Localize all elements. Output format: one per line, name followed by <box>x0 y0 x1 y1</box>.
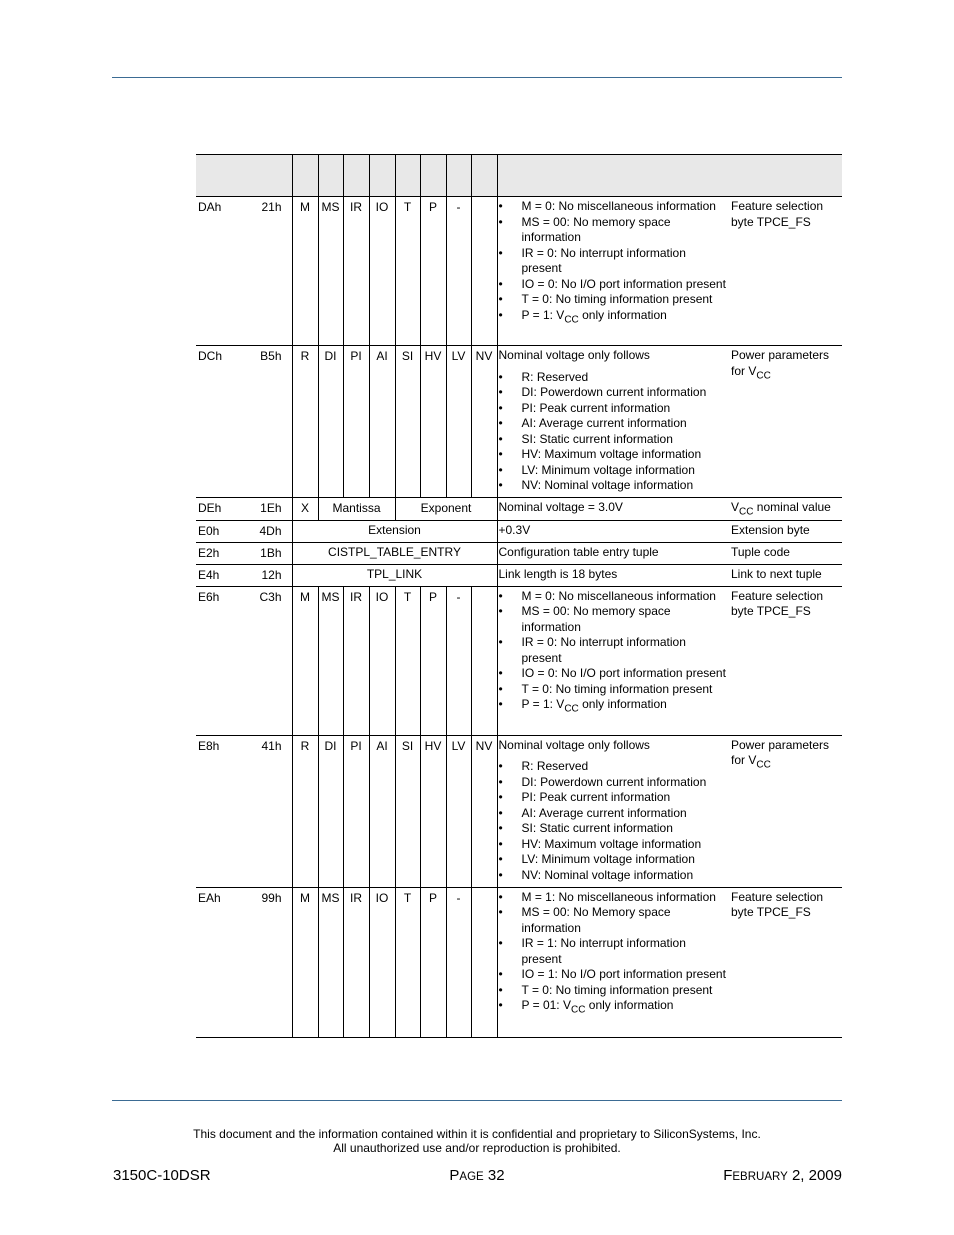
bullet-item: • R: Reserved <box>499 759 727 775</box>
bullet-item: • T = 0: No timing information present <box>499 292 727 308</box>
description-cell <box>497 586 726 735</box>
bit-cell: HV <box>420 346 446 498</box>
table-row <box>196 542 842 564</box>
bit-cell: MS <box>318 197 343 346</box>
bit-cell: IO <box>369 586 395 735</box>
bit-cell: - <box>446 197 471 346</box>
bullet-item: • HV: Maximum voltage information <box>499 837 727 853</box>
offset-cell: DCh <box>196 346 254 498</box>
function-text: V <box>731 500 740 514</box>
bit-cell: P <box>420 586 446 735</box>
bit-cell: IO <box>369 197 395 346</box>
bit-cell: HV <box>420 735 446 887</box>
bit-cell: R <box>292 735 318 887</box>
offset-cell: E6h <box>196 586 254 735</box>
table-row <box>196 586 842 735</box>
offset-cell: DEh <box>196 498 254 521</box>
bullet-item: • IR = 0: No interrupt information present <box>499 635 727 666</box>
bullet-subscript: CC <box>564 313 579 325</box>
bullet-suffix: only information <box>585 998 674 1013</box>
function-subscript: CC <box>756 369 771 381</box>
function-cell: Feature selection byte TPCE_FS <box>726 887 842 1037</box>
date-month-rest: EBRUARY <box>732 1171 788 1183</box>
bit-cell: T <box>395 887 420 1037</box>
footer-rule <box>112 1100 842 1101</box>
value-cell: 4Dh <box>254 520 292 542</box>
confidentiality-notice <box>0 1128 954 1155</box>
doc-number: 3150C-10DSR <box>113 1167 211 1184</box>
bit-cell: MS <box>318 887 343 1037</box>
bullet-list <box>499 589 727 717</box>
bit-cell <box>471 887 497 1037</box>
bit-cell: T <box>395 197 420 346</box>
bullet-item: • PI: Peak current information <box>499 401 727 417</box>
bit-cell: X <box>292 498 318 521</box>
function-text: Power parameters for V <box>731 348 830 378</box>
bullet-item: • LV: Minimum voltage information <box>499 852 727 868</box>
offset-cell: EAh <box>196 887 254 1037</box>
bullet-item: • T = 0: No timing information present <box>499 983 727 999</box>
bullet-item: • M = 1: No miscellaneous information <box>499 890 727 906</box>
bit-cell: LV <box>446 735 471 887</box>
bullet-suffix: only information <box>578 697 667 712</box>
bit-cell: R <box>292 346 318 498</box>
bit-cell: - <box>446 887 471 1037</box>
description-cell: Nominal voltage = 3.0V <box>497 498 726 521</box>
offset-cell: E4h <box>196 564 254 586</box>
table-row <box>196 197 842 346</box>
bit-cell: DI <box>318 346 343 498</box>
table-header-row <box>196 155 842 197</box>
mantissa-cell: Mantissa <box>318 498 395 521</box>
exponent-cell: Exponent <box>395 498 497 521</box>
bit-cell: PI <box>343 735 369 887</box>
date-initial: F <box>723 1167 733 1184</box>
bit-cell: SI <box>395 735 420 887</box>
bullet-item: • AI: Average current information <box>499 416 727 432</box>
offset-cell: E8h <box>196 735 254 887</box>
bit-cell <box>471 586 497 735</box>
bullet-item: • MS = 00: No Memory space information <box>499 905 727 936</box>
function-cell: Feature selection byte TPCE_FS <box>726 586 842 735</box>
bullet-item <box>499 998 727 1018</box>
value-cell: 41h <box>254 735 292 887</box>
value-cell: 1Eh <box>254 498 292 521</box>
bit-cell: NV <box>471 346 497 498</box>
bit-cell <box>471 197 497 346</box>
table-row <box>196 520 842 542</box>
page-number-value: 32 <box>483 1167 505 1184</box>
bit-cell: IR <box>343 887 369 1037</box>
description-lead: Nominal voltage only follows <box>498 737 650 752</box>
value-cell: 21h <box>254 197 292 346</box>
bit-cell: M <box>292 586 318 735</box>
header-rule <box>112 77 842 78</box>
value-cell: 12h <box>254 564 292 586</box>
bullet-item: • IO = 0: No I/O port information present <box>499 666 727 682</box>
span-cell: TPL_LINK <box>292 564 497 586</box>
span-cell: Extension <box>292 520 497 542</box>
table-row <box>196 564 842 586</box>
bullet-item: • AI: Average current information <box>499 806 727 822</box>
bullet-item: • HV: Maximum voltage information <box>499 447 727 463</box>
bullet-item: • PI: Peak current information <box>499 790 727 806</box>
description-cell <box>497 197 726 346</box>
bullet-text: P = 1: V <box>521 697 565 712</box>
bit-cell: M <box>292 197 318 346</box>
page-label-rest: AGE <box>459 1171 484 1183</box>
function-cell: Link to next tuple <box>726 564 842 586</box>
value-cell: B5h <box>254 346 292 498</box>
function-cell <box>726 346 842 498</box>
bullet-text: P = 1: V <box>521 307 565 322</box>
bit-cell: LV <box>446 346 471 498</box>
bit-cell: IO <box>369 887 395 1037</box>
bullet-list <box>499 890 727 1018</box>
bullet-item: • SI: Static current information <box>499 432 727 448</box>
bullet-item: • R: Reserved <box>499 370 727 386</box>
bullet-item: • M = 0: No miscellaneous information <box>499 589 727 605</box>
bit-cell: SI <box>395 346 420 498</box>
description-cell: Link length is 18 bytes <box>497 564 726 586</box>
function-cell: Tuple code <box>726 542 842 564</box>
bullet-text: P = 01: V <box>521 998 571 1013</box>
bit-cell: M <box>292 887 318 1037</box>
bit-cell: PI <box>343 346 369 498</box>
bullet-suffix: only information <box>578 307 667 322</box>
offset-cell: E0h <box>196 520 254 542</box>
notice-line-2: All unauthorized use and/or reproduction is prohibited. <box>333 1140 621 1155</box>
table-row <box>196 498 842 521</box>
value-cell: 1Bh <box>254 542 292 564</box>
bullet-list <box>499 759 727 883</box>
function-cell <box>726 498 842 521</box>
bullet-item: • SI: Static current information <box>499 821 727 837</box>
bit-cell: - <box>446 586 471 735</box>
bit-cell: IR <box>343 586 369 735</box>
description-cell: +0.3V <box>497 520 726 542</box>
bullet-list <box>499 370 727 494</box>
bullet-item: • MS = 00: No memory space information <box>499 215 727 246</box>
bit-cell: T <box>395 586 420 735</box>
doc-date <box>723 1167 842 1184</box>
bullet-subscript: CC <box>564 703 579 715</box>
bullet-item: • IO = 1: No I/O port information present <box>499 967 727 983</box>
description-cell: Configuration table entry tuple <box>497 542 726 564</box>
value-cell: C3h <box>254 586 292 735</box>
bit-cell: P <box>420 197 446 346</box>
bit-cell: IR <box>343 197 369 346</box>
bullet-item: • IR = 1: No interrupt information present <box>499 936 727 967</box>
description-cell <box>497 735 726 887</box>
table-row <box>196 887 842 1037</box>
bullet-item: • DI: Powerdown current information <box>499 385 727 401</box>
bullet-item: • IR = 0: No interrupt information present <box>499 246 727 277</box>
bullet-item: • DI: Powerdown current information <box>499 775 727 791</box>
table-row <box>196 346 842 498</box>
function-text: Power parameters for V <box>731 737 830 768</box>
description-cell <box>497 887 726 1037</box>
bullet-item <box>499 697 727 717</box>
bullet-item: • LV: Minimum voltage information <box>499 463 727 479</box>
notice-line-1: This document and the information contained within it is confidential and proprietary to SiliconSystems, Inc. <box>193 1127 761 1141</box>
offset-cell: E2h <box>196 542 254 564</box>
bit-cell: P <box>420 887 446 1037</box>
bit-cell: AI <box>369 735 395 887</box>
bullet-item: • IO = 0: No I/O port information present <box>499 277 727 293</box>
bullet-item: • NV: Nominal voltage information <box>499 868 727 884</box>
span-cell: CISTPL_TABLE_ENTRY <box>292 542 497 564</box>
bullet-list <box>499 199 727 327</box>
description-cell <box>497 346 726 498</box>
bullet-item: • T = 0: No timing information present <box>499 682 727 698</box>
bullet-item: • MS = 00: No memory space information <box>499 604 727 635</box>
bit-cell: NV <box>471 735 497 887</box>
offset-cell: DAh <box>196 197 254 346</box>
page-label-initial: P <box>449 1167 460 1184</box>
function-cell: Extension byte <box>726 520 842 542</box>
date-tail: 2, 2009 <box>787 1167 842 1184</box>
table-row <box>196 735 842 887</box>
function-subscript: CC <box>756 759 771 771</box>
function-suffix: nominal value <box>753 500 831 514</box>
bullet-item: • NV: Nominal voltage information <box>499 478 727 494</box>
function-cell: Feature selection byte TPCE_FS <box>726 197 842 346</box>
bullet-subscript: CC <box>570 1004 586 1016</box>
value-cell: 99h <box>254 887 292 1037</box>
function-cell <box>726 735 842 887</box>
bit-cell: MS <box>318 586 343 735</box>
bullet-item <box>499 308 727 328</box>
cis-table <box>196 154 842 1038</box>
bit-cell: AI <box>369 346 395 498</box>
bullet-item: • M = 0: No miscellaneous information <box>499 199 727 215</box>
description-lead: Nominal voltage only follows <box>498 348 650 362</box>
bit-cell: DI <box>318 735 343 887</box>
function-subscript: CC <box>739 506 754 518</box>
